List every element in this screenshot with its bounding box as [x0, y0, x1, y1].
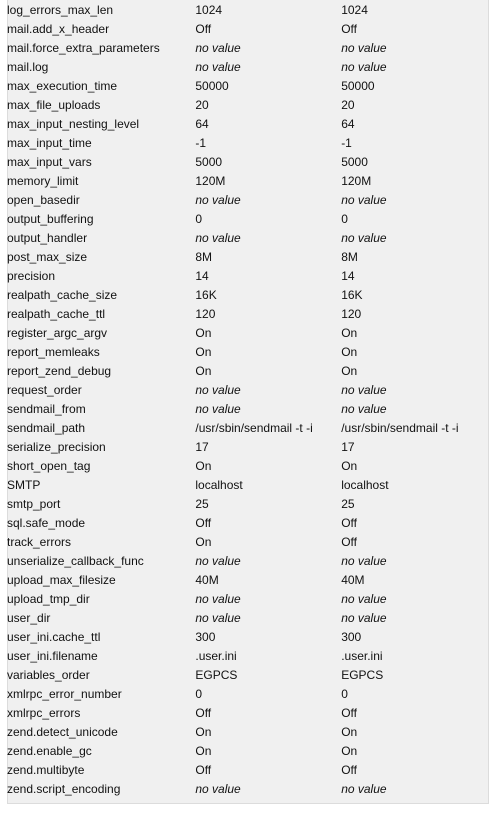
master-value: Off: [341, 22, 357, 36]
table-row: [7, 685, 485, 704]
master-value: EGPCS: [341, 668, 384, 682]
directive-name: sendmail_path: [7, 421, 86, 435]
local-value: On: [195, 459, 212, 473]
master-value: no value: [341, 592, 387, 606]
local-value: On: [195, 744, 212, 758]
directive-name: xmlrpc_error_number: [7, 687, 122, 701]
local-value: no value: [195, 554, 241, 568]
local-value: 25: [195, 497, 209, 511]
table-row: [7, 248, 485, 267]
local-value: 120M: [195, 174, 226, 188]
table-row: [7, 172, 485, 191]
directive-name: sql.safe_mode: [7, 516, 86, 530]
directive-name: sendmail_from: [7, 402, 86, 416]
master-value: 0: [341, 687, 348, 701]
local-value: Off: [195, 516, 212, 530]
table-row: [7, 723, 485, 742]
master-value: -1: [341, 136, 352, 150]
local-value: no value: [195, 611, 241, 625]
local-value: 5000: [195, 155, 223, 169]
master-value: 120M: [341, 174, 372, 188]
master-value: /usr/sbin/sendmail -t -i: [341, 421, 459, 435]
local-value: EGPCS: [195, 668, 238, 682]
local-value: no value: [195, 231, 241, 245]
table-row: [7, 609, 485, 628]
directive-name: realpath_cache_ttl: [7, 307, 106, 321]
local-value: On: [195, 326, 212, 340]
master-value: no value: [341, 193, 387, 207]
local-value: 20: [195, 98, 209, 112]
local-value: no value: [195, 383, 241, 397]
table-row: [7, 780, 485, 799]
table-row: [7, 210, 485, 229]
directive-name: max_input_nesting_level: [7, 117, 140, 131]
master-value: 16K: [341, 288, 363, 302]
directive-name: mail.log: [7, 60, 49, 74]
directive-name: open_basedir: [7, 193, 80, 207]
directive-name: xmlrpc_errors: [7, 706, 81, 720]
local-value: .user.ini: [195, 649, 237, 663]
master-value: 40M: [341, 573, 365, 587]
directive-name: log_errors_max_len: [7, 3, 114, 17]
table-row: [7, 419, 485, 438]
local-value: 17: [195, 440, 209, 454]
local-value: /usr/sbin/sendmail -t -i: [195, 421, 313, 435]
local-value: 120: [195, 307, 216, 321]
local-value: 8M: [195, 250, 213, 264]
local-value: Off: [195, 22, 212, 36]
master-value: no value: [341, 611, 387, 625]
directive-name: SMTP: [7, 478, 41, 492]
table-row: [7, 39, 485, 58]
master-value: 64: [341, 117, 355, 131]
master-value: On: [341, 459, 358, 473]
local-value: -1: [195, 136, 207, 150]
table-row: [7, 438, 485, 457]
directive-name: max_input_time: [7, 136, 92, 150]
master-value: On: [341, 364, 358, 378]
local-value: 40M: [195, 573, 219, 587]
master-value: localhost: [341, 478, 389, 492]
table-row: [7, 381, 485, 400]
master-value: 20: [341, 98, 355, 112]
table-row: [7, 305, 485, 324]
table-row: [7, 647, 485, 666]
master-value: On: [341, 326, 358, 340]
directive-name: user_dir: [7, 611, 51, 625]
directive-name: smtp_port: [7, 497, 61, 511]
local-value: On: [195, 364, 212, 378]
directive-name: user_ini.filename: [7, 649, 98, 663]
local-value: 1024: [195, 3, 223, 17]
master-value: On: [341, 345, 358, 359]
local-value: Off: [195, 706, 212, 720]
table-row: [7, 324, 485, 343]
table-row: [7, 533, 485, 552]
master-value: 5000: [341, 155, 368, 169]
directive-name: max_file_uploads: [7, 98, 101, 112]
table-row: [7, 115, 485, 134]
local-value: 0: [195, 212, 203, 226]
master-value: no value: [341, 554, 387, 568]
local-value: Off: [195, 763, 212, 777]
directive-name: output_handler: [7, 231, 88, 245]
master-value: Off: [341, 535, 357, 549]
table-row: [7, 704, 485, 723]
local-value: localhost: [195, 478, 243, 492]
local-value: no value: [195, 41, 241, 55]
local-value: no value: [195, 592, 241, 606]
local-value: On: [195, 535, 212, 549]
master-value: 120: [341, 307, 362, 321]
directive-name: zend.detect_unicode: [7, 725, 118, 739]
table-row: [7, 552, 485, 571]
local-value: no value: [195, 402, 241, 416]
master-value: no value: [341, 782, 387, 796]
directive-name: mail.add_x_header: [7, 22, 110, 36]
directive-name: upload_max_filesize: [7, 573, 116, 587]
table-row: [7, 77, 485, 96]
table-row: [7, 514, 485, 533]
local-value: 16K: [195, 288, 217, 302]
table-row: [7, 457, 485, 476]
master-value: no value: [341, 402, 387, 416]
directive-name: precision: [7, 269, 56, 283]
master-value: .user.ini: [341, 649, 383, 663]
master-value: 8M: [341, 250, 358, 264]
directive-name: max_execution_time: [7, 79, 118, 93]
table-row: [7, 666, 485, 685]
local-value: 64: [195, 117, 209, 131]
master-value: 300: [341, 630, 362, 644]
master-value: On: [341, 744, 358, 758]
master-value: 14: [341, 269, 355, 283]
master-value: 17: [341, 440, 355, 454]
directive-name: max_input_vars: [7, 155, 92, 169]
directive-name: mail.force_extra_parameters: [7, 41, 160, 55]
master-value: Off: [341, 763, 357, 777]
directive-name: realpath_cache_size: [7, 288, 118, 302]
directive-name: variables_order: [7, 668, 90, 682]
directive-name: zend.script_encoding: [7, 782, 121, 796]
directive-name: upload_tmp_dir: [7, 592, 90, 606]
table-row: [7, 742, 485, 761]
table-row: [7, 229, 485, 248]
table-row: [7, 286, 485, 305]
local-value: no value: [195, 60, 241, 74]
table-row: [7, 400, 485, 419]
master-value: Off: [341, 706, 357, 720]
master-value: no value: [341, 60, 387, 74]
local-value: 14: [195, 269, 209, 283]
local-value: On: [195, 345, 212, 359]
directive-name: track_errors: [7, 535, 72, 549]
directive-name: zend.enable_gc: [7, 744, 92, 758]
directive-name: unserialize_callback_func: [7, 554, 144, 568]
master-value: no value: [341, 41, 387, 55]
directive-name: post_max_size: [7, 250, 88, 264]
table-row: [7, 571, 485, 590]
directive-name: zend.multibyte: [7, 763, 85, 777]
master-value: Off: [341, 516, 357, 530]
table-row: [7, 267, 485, 286]
table-row: [7, 590, 485, 609]
table-row: [7, 476, 485, 495]
table-row: [7, 96, 485, 115]
directive-name: output_buffering: [7, 212, 94, 226]
table-row: [7, 1, 485, 20]
master-value: 25: [341, 497, 355, 511]
directive-name: report_memleaks: [7, 345, 100, 359]
table-row: [7, 761, 485, 780]
local-value: On: [195, 725, 212, 739]
table-row: [7, 495, 485, 514]
master-value: no value: [341, 231, 387, 245]
master-value: On: [341, 725, 358, 739]
directive-name: request_order: [7, 383, 82, 397]
directive-name: report_zend_debug: [7, 364, 112, 378]
table-row: [7, 191, 485, 210]
directive-name: serialize_precision: [7, 440, 106, 454]
ini-settings-table: [7, 1, 485, 799]
local-value: no value: [195, 193, 241, 207]
directive-name: memory_limit: [7, 174, 79, 188]
table-row: [7, 153, 485, 172]
table-row: [7, 58, 485, 77]
table-row: [7, 343, 485, 362]
local-value: no value: [195, 782, 241, 796]
table-row: [7, 20, 485, 39]
directive-name: register_argc_argv: [7, 326, 108, 340]
table-row: [7, 134, 485, 153]
directive-name: user_ini.cache_ttl: [7, 630, 101, 644]
local-value: 300: [195, 630, 216, 644]
ini-settings-table-body: [7, 1, 485, 799]
master-value: 50000: [341, 79, 375, 93]
master-value: 0: [341, 212, 348, 226]
table-row: [7, 628, 485, 647]
directive-name: short_open_tag: [7, 459, 91, 473]
master-value: no value: [341, 383, 387, 397]
local-value: 50000: [195, 79, 229, 93]
table-row: [7, 362, 485, 381]
master-value: 1024: [341, 3, 368, 17]
local-value: 0: [195, 687, 203, 701]
